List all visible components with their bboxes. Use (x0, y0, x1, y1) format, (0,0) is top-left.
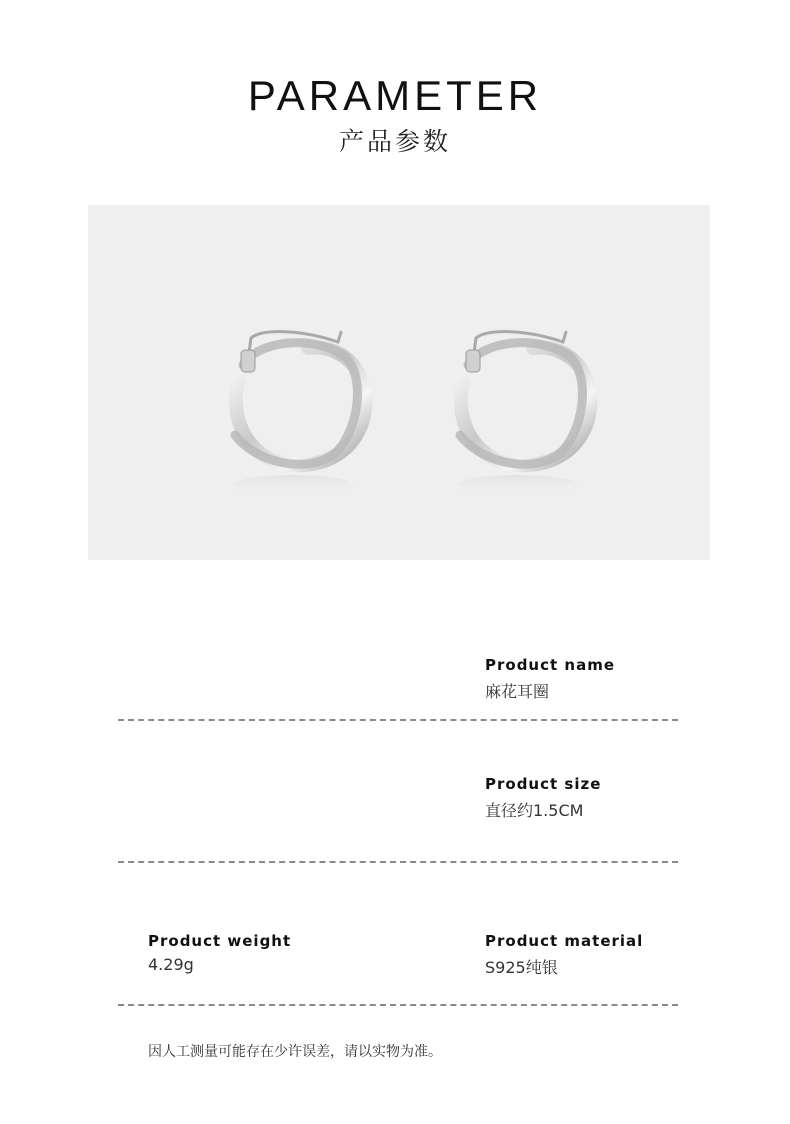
product-weight-value: 4.29g (148, 955, 194, 974)
product-material-value: S925纯银 (485, 958, 558, 977)
divider (118, 719, 678, 721)
divider (118, 1004, 678, 1006)
product-size-label: Product size (485, 775, 602, 793)
measurement-disclaimer: 因人工测量可能存在少许误差，请以实物为准。 (148, 1044, 442, 1060)
product-weight-field (148, 932, 291, 974)
right-earring (458, 332, 590, 495)
product-photo (88, 205, 710, 560)
product-size-value: 直径约1.5CM (485, 801, 584, 820)
product-material-label: Product material (485, 932, 644, 950)
product-name-value: 麻花耳圈 (485, 682, 550, 701)
left-earring (233, 332, 365, 495)
divider (118, 861, 678, 863)
page-subtitle: 产品参数 (338, 127, 451, 156)
product-size-field (485, 775, 601, 821)
page-title: PARAMETER (247, 72, 543, 119)
product-name-field (485, 656, 615, 702)
product-name-label: Product name (485, 656, 616, 674)
product-material-field (485, 932, 643, 978)
product-weight-label: Product weight (148, 932, 292, 950)
